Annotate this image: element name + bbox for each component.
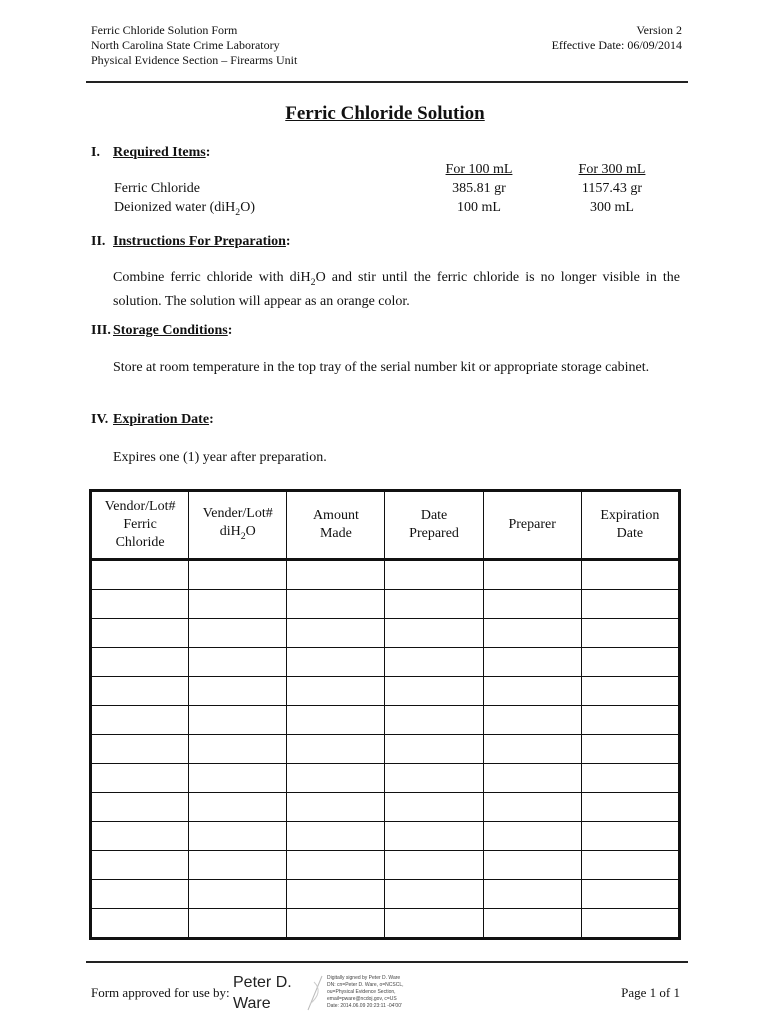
table-cell[interactable] xyxy=(287,822,385,851)
page-number: Page 1 of 1 xyxy=(621,985,680,1000)
col-100ml-header: For 100 mL xyxy=(445,162,513,177)
table-cell[interactable] xyxy=(189,909,287,939)
table-cell[interactable] xyxy=(483,735,581,764)
table-cell[interactable] xyxy=(385,619,483,648)
table-cell[interactable] xyxy=(483,619,581,648)
table-cell[interactable] xyxy=(189,590,287,619)
table-cell[interactable] xyxy=(287,735,385,764)
table-cell[interactable] xyxy=(91,648,189,677)
table-cell[interactable] xyxy=(385,909,483,939)
table-cell[interactable] xyxy=(581,909,679,939)
table-row xyxy=(91,619,680,648)
table-cell[interactable] xyxy=(385,764,483,793)
table-cell[interactable] xyxy=(91,764,189,793)
table-row xyxy=(91,735,680,764)
col-preparer: Preparer xyxy=(483,491,581,560)
approval-label: Form approved for use by: xyxy=(91,985,230,1000)
table-cell[interactable] xyxy=(189,880,287,909)
table-row xyxy=(91,909,680,939)
preparation-log-table xyxy=(89,489,681,940)
form-name: Ferric Chloride Solution Form xyxy=(91,23,238,37)
water-100ml: 100 mL xyxy=(457,200,501,215)
digital-signature-details: Digitally signed by Peter D. Ware DN: cn=Peter D. Ware, o=NCSCL, ou=Physical Evidence Section, email=pware@ncdoj.gov, c=US Date: 2014.06.09 20:23:11 -04'00' xyxy=(327,975,404,1009)
table-cell[interactable] xyxy=(581,648,679,677)
table-cell[interactable] xyxy=(189,822,287,851)
table-cell[interactable] xyxy=(287,590,385,619)
table-cell[interactable] xyxy=(385,822,483,851)
table-cell[interactable] xyxy=(287,619,385,648)
table-cell[interactable] xyxy=(189,764,287,793)
table-cell[interactable] xyxy=(385,590,483,619)
section-instructions-heading: II. Instructions For Preparation: xyxy=(91,234,291,249)
table-cell[interactable] xyxy=(385,648,483,677)
table-cell[interactable] xyxy=(385,735,483,764)
header-right xyxy=(552,23,682,53)
required-items-names xyxy=(114,179,255,222)
table-row xyxy=(91,851,680,880)
unit-name: Physical Evidence Section – Firearms Unit xyxy=(91,53,298,67)
table-cell[interactable] xyxy=(287,764,385,793)
item-deionized-water: Deionized water (diH$_2$O) xyxy=(114,200,255,218)
table-cell[interactable] xyxy=(483,764,581,793)
effective-date: Effective Date: 06/09/2014 xyxy=(551,38,682,52)
table-cell[interactable] xyxy=(483,706,581,735)
table-cell[interactable] xyxy=(91,793,189,822)
table-cell[interactable] xyxy=(581,851,679,880)
column-300ml xyxy=(562,160,662,217)
section-storage-heading: III. Storage Conditions: xyxy=(91,323,233,338)
table-cell[interactable] xyxy=(189,851,287,880)
table-body xyxy=(91,560,680,939)
table-cell[interactable] xyxy=(91,706,189,735)
col-300ml-header: For 300 mL xyxy=(578,162,646,177)
lab-name: North Carolina State Crime Laboratory xyxy=(91,38,280,52)
table-cell[interactable] xyxy=(483,822,581,851)
section-required-heading: I. Required Items: xyxy=(91,145,211,160)
col-vendor-ferric: Vendor/Lot# Ferric Chloride xyxy=(91,491,189,560)
ferric-100ml: 385.81 gr xyxy=(452,181,506,196)
page-title: Ferric Chloride Solution xyxy=(285,103,485,124)
table-cell[interactable] xyxy=(91,560,189,590)
table-cell[interactable] xyxy=(91,880,189,909)
table-cell[interactable] xyxy=(91,590,189,619)
table-row xyxy=(91,764,680,793)
instructions-text: Combine ferric chloride with diH$_2$O and stir until the ferric chloride is no longer visible in the solution. The solution will appear as an orange color. xyxy=(113,270,680,309)
table-cell[interactable] xyxy=(287,706,385,735)
table-cell[interactable] xyxy=(189,793,287,822)
table-cell[interactable] xyxy=(581,880,679,909)
col-date-prepared: Date Prepared xyxy=(385,491,483,560)
table-row xyxy=(91,822,680,851)
water-300ml: 300 mL xyxy=(590,200,634,215)
table-row xyxy=(91,880,680,909)
table-cell[interactable] xyxy=(483,677,581,706)
signature-name: Peter D. Ware xyxy=(233,974,292,1012)
table-cell[interactable] xyxy=(287,677,385,706)
header-divider xyxy=(86,81,688,83)
table-cell[interactable] xyxy=(581,590,679,619)
table-cell[interactable] xyxy=(287,880,385,909)
col-vendor-water: Vender/Lot# diH$_2$O xyxy=(189,491,287,560)
table-row xyxy=(91,648,680,677)
table-cell[interactable] xyxy=(581,677,679,706)
table-header-row xyxy=(91,491,680,560)
table-cell[interactable] xyxy=(189,619,287,648)
table-cell[interactable] xyxy=(483,909,581,939)
expiration-text: Expires one (1) year after preparation. xyxy=(113,450,327,465)
version: Version 2 xyxy=(636,23,682,37)
table-row xyxy=(91,677,680,706)
table-cell[interactable] xyxy=(483,851,581,880)
table-row xyxy=(91,560,680,590)
column-100ml xyxy=(429,160,529,217)
col-amount-made: Amount Made xyxy=(287,491,385,560)
table-cell[interactable] xyxy=(189,648,287,677)
table-cell[interactable] xyxy=(91,909,189,939)
table-cell[interactable] xyxy=(483,590,581,619)
ferric-300ml: 1157.43 gr xyxy=(581,181,643,196)
table-cell[interactable] xyxy=(189,706,287,735)
table-row xyxy=(91,793,680,822)
signature-stamp-icon xyxy=(300,972,330,1014)
table-cell[interactable] xyxy=(385,851,483,880)
table-cell[interactable] xyxy=(581,793,679,822)
table-cell[interactable] xyxy=(385,677,483,706)
table-cell[interactable] xyxy=(287,909,385,939)
table-cell[interactable] xyxy=(483,560,581,590)
table-cell[interactable] xyxy=(91,822,189,851)
storage-text: Store at room temperature in the top tray of the serial number kit or appropriate storage cabinet. xyxy=(113,360,650,375)
table-row xyxy=(91,590,680,619)
section-expiration-heading: IV. Expiration Date: xyxy=(91,412,214,427)
table-cell[interactable] xyxy=(287,560,385,590)
table-cell[interactable] xyxy=(91,619,189,648)
table-cell[interactable] xyxy=(581,619,679,648)
table-cell[interactable] xyxy=(287,793,385,822)
table-cell[interactable] xyxy=(287,851,385,880)
item-ferric-chloride: Ferric Chloride xyxy=(114,181,200,196)
table-cell[interactable] xyxy=(385,706,483,735)
table-cell[interactable] xyxy=(189,677,287,706)
table-cell[interactable] xyxy=(483,880,581,909)
table-cell[interactable] xyxy=(581,735,679,764)
table-cell[interactable] xyxy=(385,880,483,909)
col-expiration-date: Expiration Date xyxy=(581,491,679,560)
table-cell[interactable] xyxy=(581,706,679,735)
table-cell[interactable] xyxy=(189,560,287,590)
table-cell[interactable] xyxy=(581,822,679,851)
footer-divider xyxy=(86,961,688,963)
table-cell[interactable] xyxy=(91,851,189,880)
table-cell[interactable] xyxy=(189,735,287,764)
table-row xyxy=(91,706,680,735)
table-cell[interactable] xyxy=(483,793,581,822)
table-cell[interactable] xyxy=(581,560,679,590)
header-left xyxy=(91,23,297,68)
table-cell[interactable] xyxy=(483,648,581,677)
table-cell[interactable] xyxy=(287,648,385,677)
table-cell[interactable] xyxy=(581,764,679,793)
table-cell[interactable] xyxy=(91,735,189,764)
table-cell[interactable] xyxy=(91,677,189,706)
table-cell[interactable] xyxy=(385,793,483,822)
table-cell[interactable] xyxy=(385,560,483,590)
